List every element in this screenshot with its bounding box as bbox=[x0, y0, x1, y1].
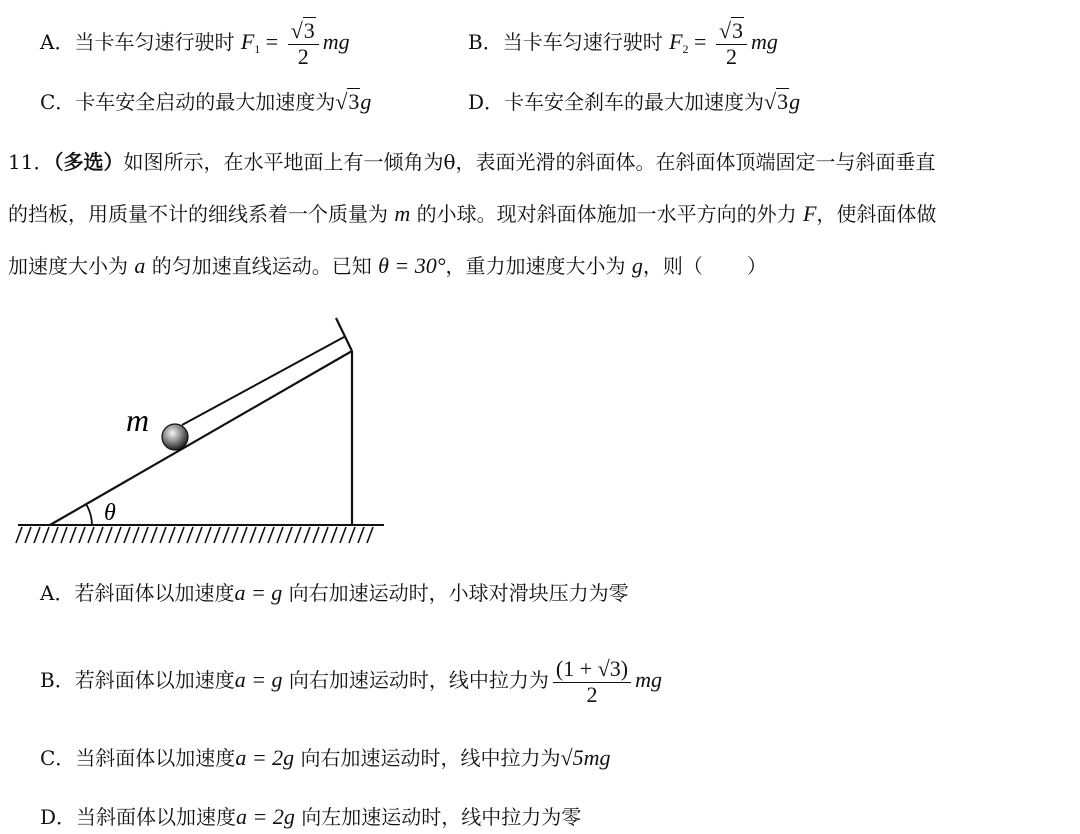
hatch-mark bbox=[304, 527, 310, 543]
hatch-mark bbox=[187, 527, 193, 543]
q10-a-fraction: $\frac{√3}{2}$ bbox=[288, 18, 319, 69]
q10-option-c: C．卡车安全启动的最大加速度为√3g bbox=[40, 89, 372, 114]
hatch-mark bbox=[97, 527, 103, 543]
hatch-mark bbox=[142, 527, 148, 543]
hatch-mark bbox=[349, 527, 355, 543]
hatch-mark bbox=[286, 527, 292, 543]
hatch-mark bbox=[52, 527, 58, 543]
hatch-mark bbox=[169, 527, 175, 543]
hatch-mark bbox=[133, 527, 139, 543]
string-line bbox=[182, 337, 344, 425]
q11-option-d: D．当斜面体以加速度a = 2g 向左加速运动时，线中拉力为零 bbox=[40, 804, 582, 829]
hatch-mark bbox=[214, 527, 220, 543]
hatch-mark bbox=[340, 527, 346, 543]
hatch-mark bbox=[367, 527, 373, 543]
hatch-mark bbox=[115, 527, 121, 543]
mass-label: m bbox=[126, 402, 150, 438]
hatch-mark bbox=[88, 527, 94, 543]
hatch-mark bbox=[16, 527, 22, 543]
hatch-mark bbox=[25, 527, 31, 543]
q10-c-value: √3 bbox=[335, 89, 360, 114]
hatch-mark bbox=[160, 527, 166, 543]
hatch-mark bbox=[61, 527, 67, 543]
hatch-mark bbox=[70, 527, 76, 543]
q10-d-value: √3 bbox=[764, 89, 789, 114]
hatch-mark bbox=[358, 527, 364, 543]
hatch-mark bbox=[331, 527, 337, 543]
q10-option-b: B．当卡车匀速行驶时 $F_2$ = $\frac{√3}{2}$ mg bbox=[468, 18, 778, 69]
incline-surface bbox=[50, 351, 352, 525]
hatch-mark bbox=[106, 527, 112, 543]
ground-hatching bbox=[16, 525, 384, 543]
q11-option-a: A．若斜面体以加速度a = g 向右加速运动时，小球对滑块压力为零 bbox=[40, 580, 629, 605]
q10-b-fraction: $\frac{√3}{2}$ bbox=[716, 18, 747, 69]
hatch-mark bbox=[250, 527, 256, 543]
angle-label: θ bbox=[104, 500, 116, 526]
baffle-plate bbox=[336, 318, 352, 351]
hatch-mark bbox=[259, 527, 265, 543]
hatch-mark bbox=[277, 527, 283, 543]
hatch-mark bbox=[196, 527, 202, 543]
hatch-mark bbox=[295, 527, 301, 543]
hatch-mark bbox=[313, 527, 319, 543]
hatch-mark bbox=[223, 527, 229, 543]
q11-option-c: C．当斜面体以加速度a = 2g 向右加速运动时，线中拉力为√5mg bbox=[40, 745, 611, 770]
incline-figure bbox=[0, 300, 400, 560]
q11-option-b: B．若斜面体以加速度a = g 向右加速运动时，线中拉力为 $\frac{(1 + √3)}{2}$ mg bbox=[40, 656, 662, 707]
q11-stem-line-3: 加速度大小为 a 的匀加速直线运动。已知 θ = 30°，重力加速度大小为 g，则（ ） bbox=[8, 253, 767, 278]
q11-stem-line-2: 的挡板，用质量不计的细线系着一个质量为 m 的小球。现对斜面体施加一水平方向的外力 F，使斜面体做 bbox=[8, 201, 937, 226]
q10-option-a: A．当卡车匀速行驶时 $F_1$ = $\frac{√3}{2}$ mg bbox=[40, 18, 350, 69]
hatch-mark bbox=[322, 527, 328, 543]
hatch-mark bbox=[151, 527, 157, 543]
q11-b-fraction: $\frac{(1 + √3)}{2}$ bbox=[553, 656, 631, 707]
hatch-mark bbox=[268, 527, 274, 543]
hatch-mark bbox=[43, 527, 49, 543]
hatch-mark bbox=[178, 527, 184, 543]
q10-option-d: D．卡车安全刹车的最大加速度为√3g bbox=[468, 89, 801, 114]
q11-stem-line-1: 11．（多选）如图所示，在水平地面上有一倾角为θ，表面光滑的斜面体。在斜面体顶端固定一与斜面垂直 bbox=[8, 150, 936, 174]
hatch-mark bbox=[232, 527, 238, 543]
angle-arc bbox=[86, 504, 92, 525]
hatch-mark bbox=[34, 527, 40, 543]
ball bbox=[162, 424, 188, 450]
hatch-mark bbox=[241, 527, 247, 543]
hatch-mark bbox=[79, 527, 85, 543]
hatch-mark bbox=[205, 527, 211, 543]
hatch-mark bbox=[124, 527, 130, 543]
